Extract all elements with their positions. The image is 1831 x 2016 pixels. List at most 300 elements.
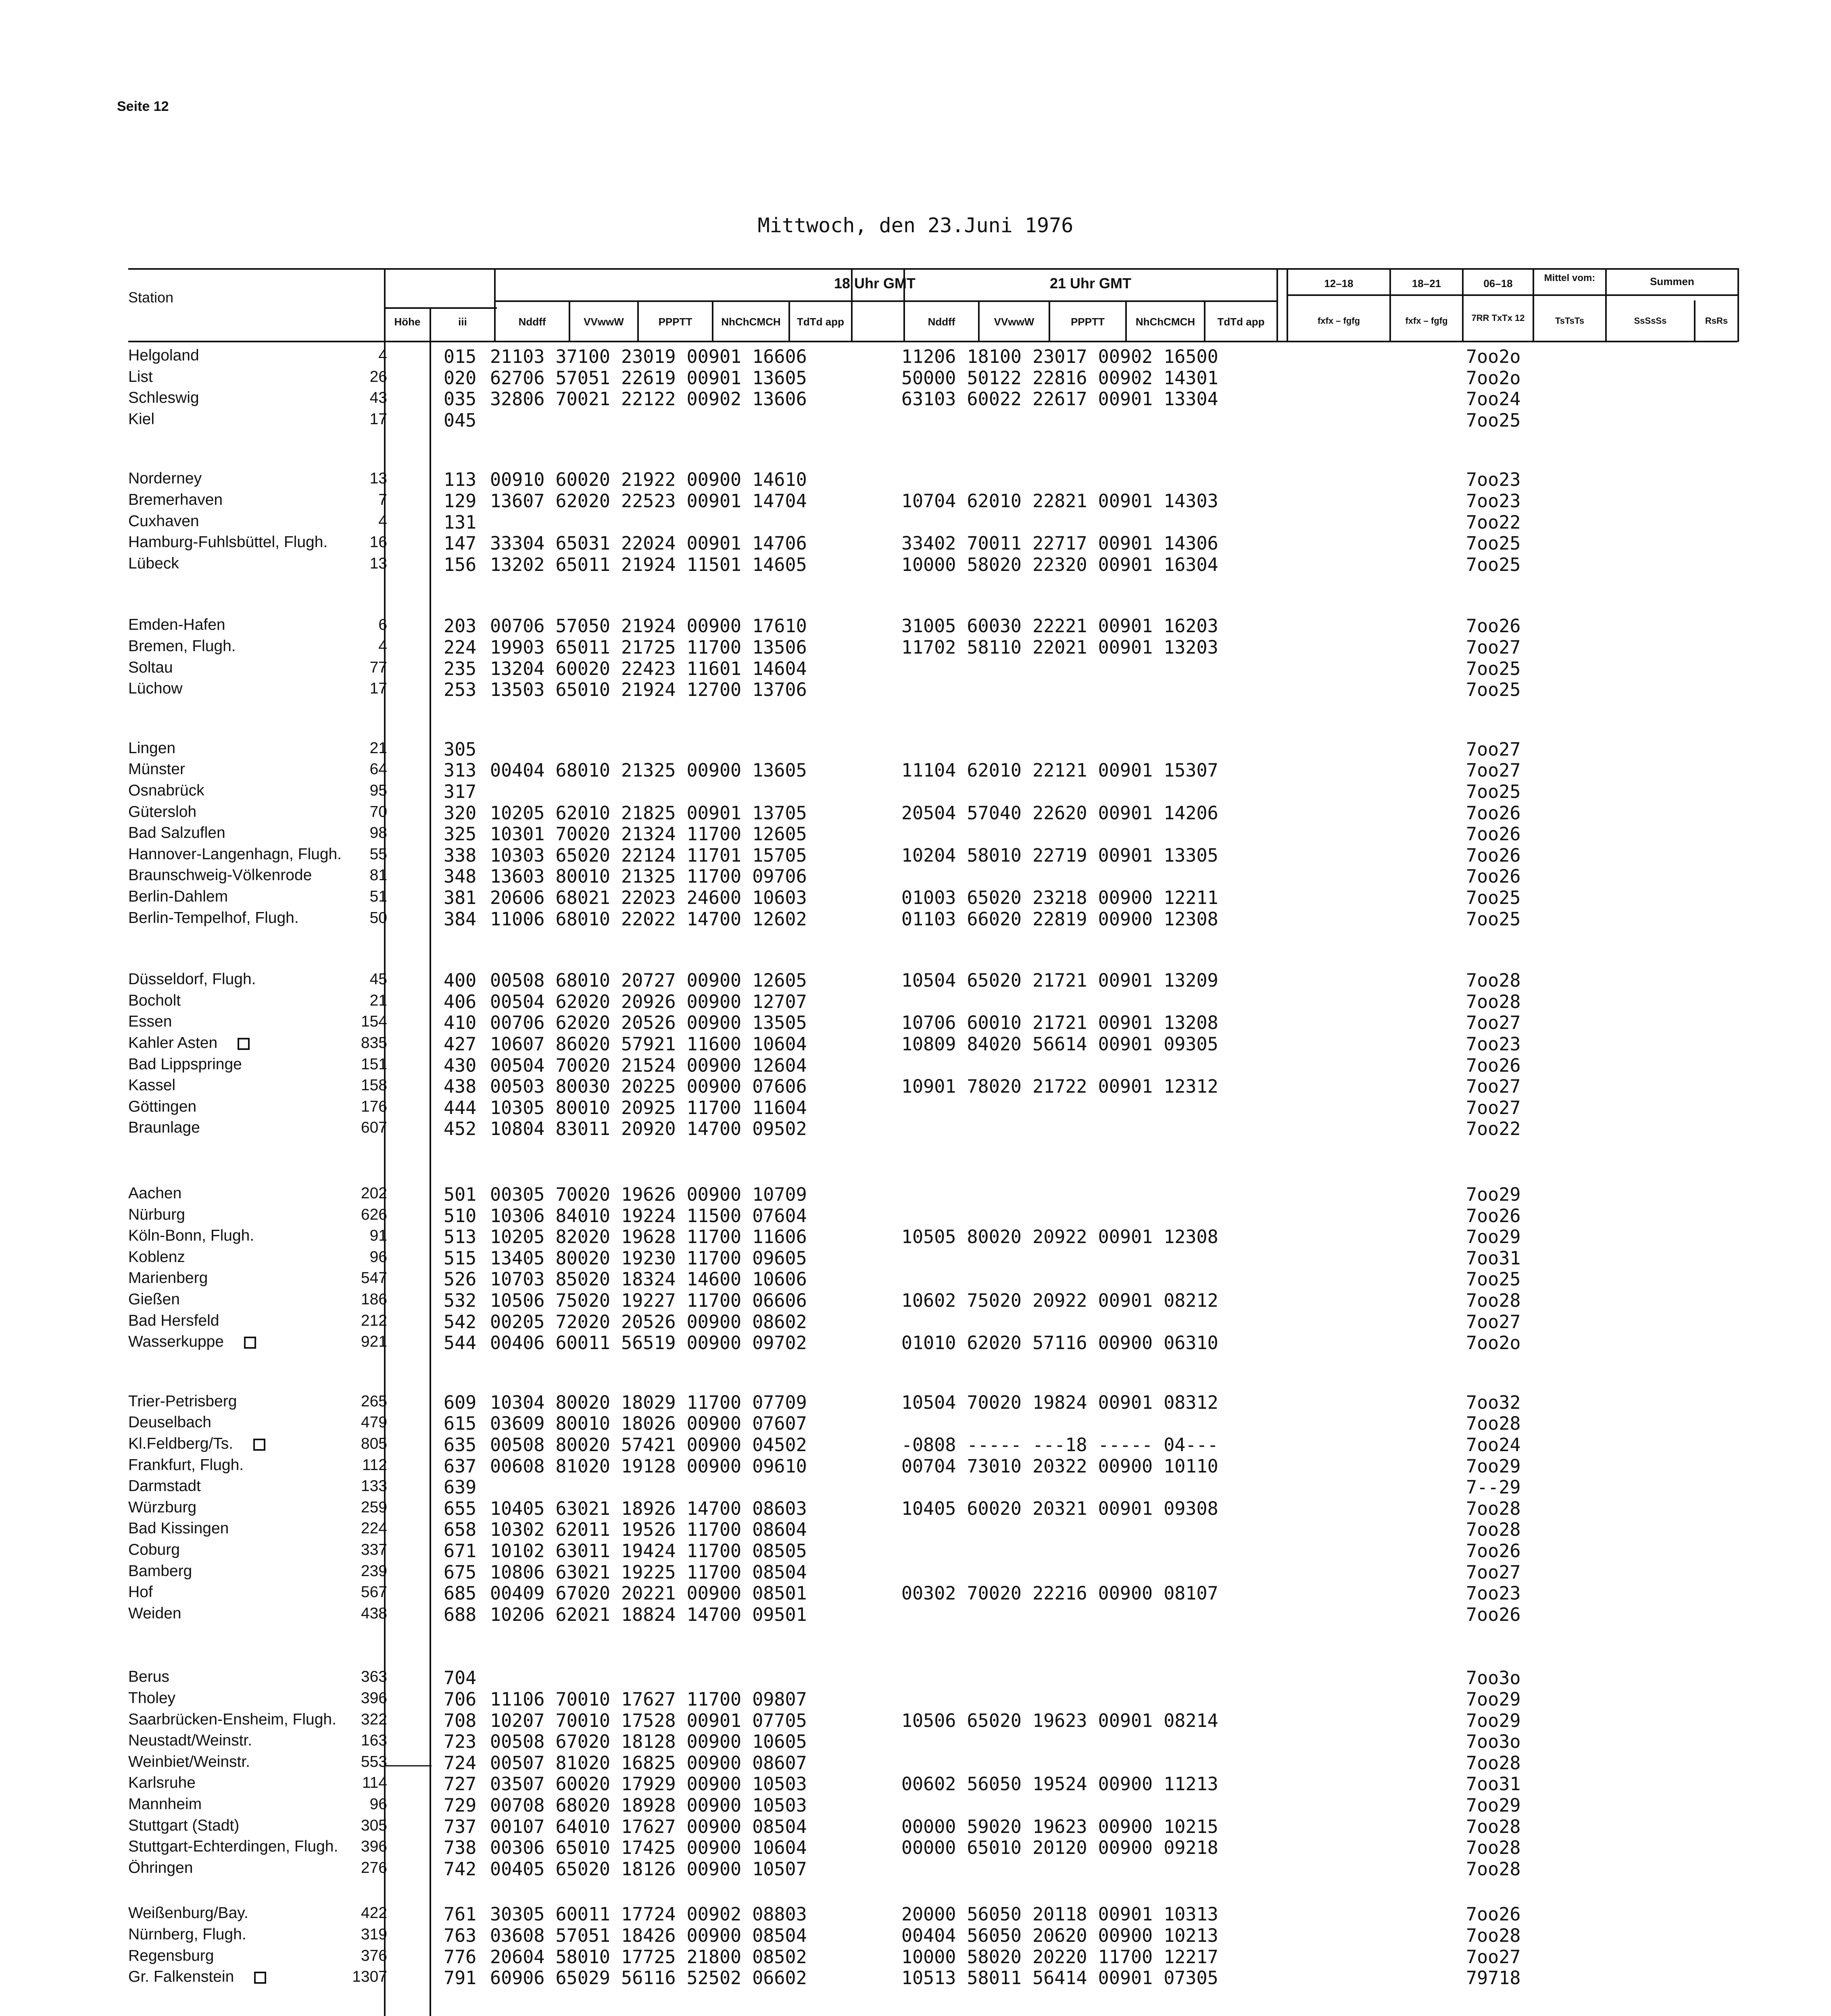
- extremes-code: 7oo23: [1466, 469, 1521, 490]
- obs-21-utc: 00404 56050 20620 00900 10213: [901, 1925, 1218, 1946]
- obs-21-utc: 10504 65020 21721 00901 13209: [901, 970, 1218, 991]
- group-divider: [384, 1765, 432, 1766]
- obs-21-utc: 11702 58110 22021 00901 13203: [901, 637, 1218, 658]
- station-index: 542: [444, 1311, 477, 1333]
- extremes-code: 7oo31: [1466, 1248, 1521, 1269]
- station-index: 515: [444, 1248, 477, 1269]
- station-height: 4: [378, 637, 387, 655]
- station-name: List: [128, 368, 153, 385]
- station-height: 305: [361, 1817, 387, 1834]
- extremes-code: 7oo26: [1466, 845, 1521, 866]
- station-index: 131: [444, 512, 477, 533]
- extremes-code: 7oo25: [1466, 781, 1521, 802]
- station-name: Norderney: [128, 470, 202, 487]
- obs-18-utc: 10102 63011 19424 11700 08505: [490, 1540, 807, 1562]
- station-height: 51: [369, 888, 387, 905]
- station-height: 805: [361, 1435, 387, 1452]
- extremes-code: 7oo31: [1466, 1773, 1521, 1795]
- station-height: 322: [361, 1711, 387, 1728]
- gmt21-header: 21 Uhr GMT: [1049, 275, 1132, 292]
- station-index: 639: [444, 1477, 477, 1498]
- station-index: 615: [444, 1413, 477, 1434]
- station-name: Essen: [128, 1013, 172, 1030]
- obs-18-utc: 00708 68020 18928 00900 10503: [490, 1795, 807, 1816]
- station-height: 112: [362, 1456, 387, 1474]
- obs-18-utc: 10207 70010 17528 00901 07705: [490, 1710, 807, 1731]
- station-name: Koblenz: [128, 1248, 185, 1266]
- station-height: 114: [362, 1774, 387, 1791]
- station-height: 337: [361, 1541, 387, 1558]
- station-name: Karlsruhe: [128, 1774, 196, 1791]
- station-index: 427: [444, 1033, 477, 1055]
- station-height: 547: [361, 1269, 387, 1287]
- obs-18-utc: 32806 70021 22122 00902 13606: [490, 388, 807, 410]
- station-height: 96: [369, 1795, 387, 1813]
- station-name: Würzburg: [128, 1499, 197, 1516]
- station-height: 45: [369, 971, 387, 988]
- station-height: 13: [369, 470, 387, 487]
- page-title: Mittwoch, den 23.Juni 1976: [757, 214, 1074, 237]
- obs-18-utc: 10303 65020 22124 11701 15705: [490, 845, 807, 866]
- station-height: 921: [361, 1333, 387, 1350]
- obs-18-utc: 13202 65011 21924 11501 14605: [490, 554, 807, 575]
- station-name: Stuttgart (Stadt): [128, 1817, 240, 1834]
- station-name: Cuxhaven: [128, 512, 199, 530]
- station-name: Mannheim: [128, 1795, 202, 1813]
- station-name: Weinbiet/Weinstr.: [128, 1753, 250, 1770]
- station-name: Nürnberg, Flugh.: [128, 1926, 246, 1943]
- station-index: 020: [444, 367, 477, 389]
- extremes-code: 7oo29: [1466, 1689, 1521, 1710]
- station-index: 317: [444, 781, 477, 802]
- station-height: 259: [361, 1499, 387, 1516]
- extremes-code: 7oo27: [1466, 760, 1521, 781]
- station-height: 154: [361, 1013, 387, 1030]
- extremes-code: 7oo25: [1466, 887, 1521, 908]
- obs-21-utc: 31005 60030 22221 00901 16203: [901, 615, 1218, 637]
- station-index: 675: [444, 1562, 477, 1583]
- period-12-18: 12–18: [1324, 277, 1353, 289]
- station-index: 609: [444, 1392, 477, 1413]
- station-name: Stuttgart-Echterdingen, Flugh.: [128, 1838, 338, 1855]
- obs-18-utc: 13405 80020 19230 11700 09605: [490, 1248, 807, 1269]
- extremes-code: 7oo29: [1466, 1456, 1521, 1477]
- station-index: 724: [444, 1752, 477, 1774]
- station-height: 158: [361, 1077, 387, 1094]
- extremes-code: 7oo28: [1466, 1925, 1521, 1946]
- extremes-code: 7oo27: [1466, 1076, 1521, 1097]
- extremes-code: 7oo22: [1466, 512, 1521, 533]
- obs-18-utc: 00405 65020 18126 00900 10507: [490, 1858, 807, 1880]
- station-index: 045: [444, 410, 477, 431]
- obs-18-utc: 19903 65011 21725 11700 13506: [490, 637, 807, 658]
- obs-18-utc: 03507 60020 17929 00900 10503: [490, 1773, 807, 1795]
- extremes-code: 7oo2o: [1466, 367, 1521, 389]
- station-index: 532: [444, 1290, 477, 1311]
- extremes-code: 7oo28: [1466, 1519, 1521, 1540]
- extremes-code: 7oo3o: [1466, 1667, 1521, 1689]
- station-name: Lübeck: [128, 555, 179, 572]
- obs-18-utc: 00306 65010 17425 00900 10604: [490, 1837, 807, 1858]
- obs-18-utc: 10804 83011 20920 14700 09502: [490, 1118, 807, 1139]
- hoehe-header: Höhe: [394, 316, 421, 328]
- station-height: 607: [361, 1119, 387, 1136]
- obs-18-utc: 10306 84010 19224 11500 07604: [490, 1205, 807, 1227]
- station-height: 7: [378, 491, 387, 508]
- obs-21-utc: 01010 62020 57116 00900 06310: [901, 1332, 1218, 1354]
- page-number: Seite 12: [117, 99, 169, 114]
- station-index: 444: [444, 1097, 477, 1118]
- extremes-code: 7oo25: [1466, 658, 1521, 679]
- station-height: 13: [369, 555, 387, 572]
- station-height: 50: [369, 909, 387, 927]
- extremes-code: 7oo27: [1466, 1946, 1521, 1968]
- extremes-code: 7oo25: [1466, 908, 1521, 930]
- obs-18-utc: 10506 75020 19227 11700 06606: [490, 1290, 807, 1311]
- extremes-code: 7oo27: [1466, 1097, 1521, 1118]
- sub-tststs: TsTsTs: [1555, 316, 1585, 326]
- station-index: 325: [444, 823, 477, 845]
- sub-fxfx-1: fxfx – fgfg: [1317, 316, 1360, 326]
- station-header: Station: [128, 289, 174, 306]
- obs-21-utc: 20504 57040 22620 00901 14206: [901, 802, 1218, 824]
- station-name: Neustadt/Weinstr.: [128, 1732, 252, 1749]
- col-vvwww-21: VVwwW: [994, 316, 1034, 328]
- station-height: 77: [369, 659, 387, 676]
- station-index: 035: [444, 388, 477, 410]
- obs-21-utc: 10706 60010 21721 00901 13208: [901, 1012, 1218, 1033]
- obs-18-utc: 00107 64010 17627 00900 08504: [490, 1816, 807, 1837]
- obs-18-utc: 10206 62021 18824 14700 09501: [490, 1604, 807, 1625]
- col-tdtd-18: TdTd app: [797, 316, 844, 328]
- station-name: Kassel: [128, 1077, 176, 1094]
- station-name: Osnabrück: [128, 782, 204, 799]
- station-index: 129: [444, 490, 477, 512]
- extremes-code: 7oo28: [1466, 1752, 1521, 1774]
- obs-18-utc: 30305 60011 17724 00902 08803: [490, 1904, 807, 1925]
- station-height: 163: [361, 1732, 387, 1749]
- station-name: Hof: [128, 1583, 153, 1601]
- obs-18-utc: 13607 62020 22523 00901 14704: [490, 490, 807, 512]
- extremes-code: 7oo25: [1466, 554, 1521, 575]
- station-index: 706: [444, 1689, 477, 1710]
- station-name: Bad Hersfeld: [128, 1312, 219, 1329]
- station-height: 567: [361, 1583, 387, 1601]
- extremes-code: 7oo28: [1466, 991, 1521, 1012]
- station-name: Nürburg: [128, 1206, 185, 1223]
- obs-18-utc: 13603 80010 21325 11700 09706: [490, 866, 807, 887]
- extremes-code: 7oo26: [1466, 1904, 1521, 1925]
- station-index: 501: [444, 1184, 477, 1205]
- col-nhch-18: NhChCMCH: [721, 316, 781, 328]
- station-height: 26: [369, 368, 387, 385]
- station-name: Lüchow: [128, 680, 183, 697]
- station-name: Bamberg: [128, 1562, 192, 1580]
- obs-18-utc: 10302 62011 19526 11700 08604: [490, 1519, 807, 1540]
- station-name: Coburg: [128, 1541, 180, 1558]
- obs-21-utc: 10204 58010 22719 00901 13305: [901, 845, 1218, 866]
- extremes-code: 7oo25: [1466, 410, 1521, 431]
- station-height: 64: [369, 760, 387, 778]
- extremes-code: 7oo25: [1466, 679, 1521, 700]
- station-height: 17: [369, 410, 387, 428]
- station-index: 015: [444, 346, 477, 367]
- station-index: 156: [444, 554, 477, 575]
- obs-18-utc: 21103 37100 23019 00901 16606: [490, 346, 807, 367]
- extremes-code: 7oo26: [1466, 823, 1521, 845]
- obs-21-utc: 10602 75020 20922 00901 08212: [901, 1290, 1218, 1311]
- obs-18-utc: 10305 80010 20925 11700 11604: [490, 1097, 807, 1118]
- open-square-icon: [254, 1972, 266, 1984]
- extremes-code: 7oo32: [1466, 1392, 1521, 1413]
- station-name: Tholey: [128, 1689, 176, 1707]
- station-height: 133: [361, 1477, 387, 1495]
- obs-21-utc: 10000 58020 20220 11700 12217: [901, 1946, 1218, 1968]
- station-name: Helgoland: [128, 347, 199, 364]
- station-height: 1307: [352, 1968, 387, 1985]
- obs-18-utc: 00205 72020 20526 00900 08602: [490, 1311, 807, 1333]
- obs-18-utc: 20604 58010 17725 21800 08502: [490, 1946, 807, 1968]
- extremes-code: 7oo25: [1466, 533, 1521, 554]
- obs-18-utc: 10205 62010 21825 00901 13705: [490, 802, 807, 824]
- sub-7rr: 7RR TxTx 12: [1471, 313, 1525, 323]
- station-name: Bad Lippspringe: [128, 1056, 242, 1073]
- col-pppt-21: PPPTT: [1071, 316, 1105, 328]
- summen-header: Summen: [1650, 275, 1694, 287]
- station-height: 626: [361, 1206, 387, 1223]
- station-index: 723: [444, 1731, 477, 1752]
- station-height: 4: [378, 347, 387, 364]
- station-height: 21: [369, 739, 387, 757]
- extremes-code: 7oo26: [1466, 1604, 1521, 1625]
- station-index: 406: [444, 991, 477, 1012]
- extremes-code: 7oo29: [1466, 1226, 1521, 1248]
- station-index: 655: [444, 1498, 477, 1519]
- obs-18-utc: 10607 86020 57921 11600 10604: [490, 1033, 807, 1055]
- station-index: 727: [444, 1773, 477, 1795]
- open-square-icon: [244, 1337, 256, 1349]
- station-height: 224: [361, 1520, 387, 1537]
- station-name: Aachen: [128, 1185, 182, 1202]
- extremes-code: 7oo24: [1466, 388, 1521, 410]
- obs-21-utc: 63103 60022 22617 00901 13304: [901, 388, 1218, 410]
- obs-18-utc: 10301 70020 21324 11700 12605: [490, 823, 807, 845]
- station-index: 147: [444, 533, 477, 554]
- station-index: 384: [444, 908, 477, 930]
- obs-21-utc: 11206 18100 23017 00902 16500: [901, 346, 1218, 367]
- obs-18-utc: 00404 68010 21325 00900 13605: [490, 760, 807, 781]
- obs-18-utc: 10703 85020 18324 14600 10606: [490, 1268, 807, 1290]
- col-nddff-18: Nddff: [518, 316, 546, 328]
- obs-21-utc: 11104 62010 22121 00901 15307: [901, 760, 1218, 781]
- obs-18-utc: 00507 81020 16825 00900 08607: [490, 1752, 807, 1774]
- obs-18-utc: 00706 57050 21924 00900 17610: [490, 615, 807, 637]
- station-name: Emden-Hafen: [128, 616, 225, 633]
- station-index: 737: [444, 1816, 477, 1837]
- station-height: 265: [361, 1393, 387, 1410]
- station-height: 376: [361, 1947, 387, 1964]
- obs-21-utc: 10505 80020 20922 00901 12308: [901, 1226, 1218, 1248]
- station-name: Weiden: [128, 1605, 181, 1622]
- col-nddff-21: Nddff: [928, 316, 955, 328]
- station-index: 113: [444, 469, 477, 490]
- station-height: 363: [361, 1668, 387, 1685]
- extremes-code: 7oo28: [1466, 970, 1521, 991]
- extremes-code: 7oo29: [1466, 1795, 1521, 1816]
- station-name: Wasserkuppe: [128, 1333, 256, 1351]
- extremes-code: 7oo24: [1466, 1434, 1521, 1456]
- obs-21-utc: 00000 59020 19623 00900 10215: [901, 1816, 1218, 1837]
- station-height: 239: [361, 1562, 387, 1580]
- station-name: Gr. Falkenstein: [128, 1968, 266, 1986]
- obs-18-utc: 62706 57051 22619 00901 13605: [490, 367, 807, 389]
- station-index: 526: [444, 1268, 477, 1290]
- extremes-code: 7oo26: [1466, 866, 1521, 887]
- obs-21-utc: 10000 58020 22320 00901 16304: [901, 554, 1218, 575]
- station-index: 430: [444, 1055, 477, 1076]
- station-index: 791: [444, 1967, 477, 1989]
- station-height: 176: [361, 1098, 387, 1115]
- station-height: 835: [361, 1034, 387, 1052]
- station-index: 320: [444, 802, 477, 824]
- station-height: 4: [378, 512, 387, 530]
- extremes-code: 7oo28: [1466, 1290, 1521, 1311]
- extremes-code: 7oo28: [1466, 1498, 1521, 1519]
- extremes-code: 7oo28: [1466, 1413, 1521, 1434]
- col-pppt-18: PPPTT: [658, 316, 692, 328]
- extremes-code: 7oo27: [1466, 739, 1521, 760]
- extremes-code: 7oo22: [1466, 1118, 1521, 1139]
- extremes-code: 7oo28: [1466, 1858, 1521, 1880]
- extremes-code: 7oo26: [1466, 1540, 1521, 1562]
- station-name: Bremerhaven: [128, 491, 223, 508]
- station-name: Frankfurt, Flugh.: [128, 1456, 244, 1474]
- obs-18-utc: 00706 62020 20526 00900 13505: [490, 1012, 807, 1033]
- station-height: 212: [361, 1312, 387, 1329]
- station-index: 452: [444, 1118, 477, 1139]
- obs-18-utc: 00508 68010 20727 00900 12605: [490, 970, 807, 991]
- station-name: Kahler Asten: [128, 1034, 250, 1052]
- obs-21-utc: 01003 65020 23218 00900 12211: [901, 887, 1218, 908]
- station-index: 776: [444, 1946, 477, 1968]
- station-name: Bad Kissingen: [128, 1520, 229, 1537]
- station-index: 738: [444, 1837, 477, 1858]
- station-index: 338: [444, 845, 477, 866]
- extremes-code: 7oo3o: [1466, 1731, 1521, 1752]
- extremes-code: 7oo23: [1466, 1583, 1521, 1604]
- obs-21-utc: -0808 ----- ---18 ----- 04---: [901, 1434, 1218, 1456]
- obs-18-utc: 60906 65029 56116 52502 06602: [490, 1967, 807, 1989]
- station-index: 544: [444, 1332, 477, 1354]
- station-name: Trier-Petrisberg: [128, 1393, 237, 1410]
- station-name: Kl.Feldberg/Ts.: [128, 1435, 265, 1453]
- obs-18-utc: 10304 80020 18029 11700 07709: [490, 1392, 807, 1413]
- obs-21-utc: 01103 66020 22819 00900 12308: [901, 908, 1218, 930]
- extremes-code: 7oo27: [1466, 1562, 1521, 1583]
- col-tdtd-21: TdTd app: [1217, 316, 1265, 328]
- obs-18-utc: 00406 60011 56519 00900 09702: [490, 1332, 807, 1354]
- obs-18-utc: 13503 65010 21924 12700 13706: [490, 679, 807, 700]
- station-index: 513: [444, 1226, 477, 1248]
- station-name: Öhringen: [128, 1859, 193, 1876]
- station-name: Lingen: [128, 739, 176, 757]
- open-square-icon: [238, 1038, 250, 1050]
- station-name: Kiel: [128, 410, 155, 428]
- station-name: Deuselbach: [128, 1414, 211, 1431]
- station-index: 438: [444, 1076, 477, 1097]
- station-height: 98: [369, 824, 387, 841]
- obs-18-utc: 00508 67020 18128 00900 10605: [490, 1731, 807, 1752]
- obs-21-utc: 10704 62010 22821 00901 14303: [901, 490, 1218, 512]
- station-name: Saarbrücken-Ensheim, Flugh.: [128, 1711, 336, 1728]
- station-index: 381: [444, 887, 477, 908]
- station-name: Berlin-Tempelhof, Flugh.: [128, 909, 299, 927]
- station-index: 348: [444, 866, 477, 887]
- station-height: 43: [369, 389, 387, 406]
- station-height: 16: [369, 533, 387, 551]
- obs-18-utc: 33304 65031 22024 00901 14706: [490, 533, 807, 554]
- station-name: Braunschweig-Völkenrode: [128, 866, 312, 884]
- iii-header: iii: [458, 316, 467, 328]
- station-index: 224: [444, 637, 477, 658]
- obs-18-utc: 00504 70020 21524 00900 12604: [490, 1055, 807, 1076]
- obs-18-utc: 00608 81020 19128 00900 09610: [490, 1456, 807, 1477]
- obs-21-utc: 10506 65020 19623 00901 08214: [901, 1710, 1218, 1731]
- obs-21-utc: 10513 58011 56414 00901 07305: [901, 1967, 1218, 1989]
- obs-18-utc: 10806 63021 19225 11700 08504: [490, 1562, 807, 1583]
- obs-21-utc: 00302 70020 22216 00900 08107: [901, 1583, 1218, 1604]
- station-name: Soltau: [128, 659, 173, 676]
- obs-21-utc: 10901 78020 21722 00901 12312: [901, 1076, 1218, 1097]
- extremes-code: 7oo23: [1466, 490, 1521, 512]
- obs-18-utc: 13204 60020 22423 11601 14604: [490, 658, 807, 679]
- station-name: Bocholt: [128, 992, 181, 1009]
- station-index: 253: [444, 679, 477, 700]
- station-height: 202: [361, 1185, 387, 1202]
- station-index: 305: [444, 739, 477, 760]
- obs-21-utc: 10809 84020 56614 00901 09305: [901, 1033, 1218, 1055]
- obs-18-utc: 00503 80030 20225 00900 07606: [490, 1076, 807, 1097]
- station-index: 688: [444, 1604, 477, 1625]
- station-name: Gießen: [128, 1291, 180, 1308]
- period-06-18: 06–18: [1483, 277, 1513, 289]
- extremes-code: 7oo25: [1466, 1268, 1521, 1290]
- obs-21-utc: 10504 70020 19824 00901 08312: [901, 1392, 1218, 1413]
- station-index: 763: [444, 1925, 477, 1946]
- station-index: 203: [444, 615, 477, 637]
- station-index: 637: [444, 1456, 477, 1477]
- station-name: Regensburg: [128, 1947, 214, 1964]
- obs-21-utc: 00000 65010 20120 00900 09218: [901, 1837, 1218, 1858]
- sub-ssssss: SsSsSs: [1634, 316, 1667, 326]
- obs-18-utc: 00504 62020 20926 00900 12707: [490, 991, 807, 1012]
- station-height: 553: [361, 1753, 387, 1770]
- obs-18-utc: 00409 67020 20221 00900 08501: [490, 1583, 807, 1604]
- station-name: Köln-Bonn, Flugh.: [128, 1227, 254, 1244]
- station-name: Schleswig: [128, 389, 199, 406]
- station-height: 396: [361, 1838, 387, 1855]
- obs-21-utc: 50000 50122 22816 00902 14301: [901, 367, 1218, 389]
- period-18-21: 18–21: [1412, 277, 1441, 289]
- station-height: 6: [378, 616, 387, 633]
- station-name: Berus: [128, 1668, 169, 1685]
- station-height: 422: [361, 1904, 387, 1922]
- obs-21-utc: 20000 56050 20118 00901 10313: [901, 1904, 1218, 1925]
- station-name: Weißenburg/Bay.: [128, 1904, 248, 1922]
- extremes-code: 7oo28: [1466, 1816, 1521, 1837]
- extremes-code: 7oo2o: [1466, 1332, 1521, 1354]
- extremes-code: 7oo26: [1466, 1055, 1521, 1076]
